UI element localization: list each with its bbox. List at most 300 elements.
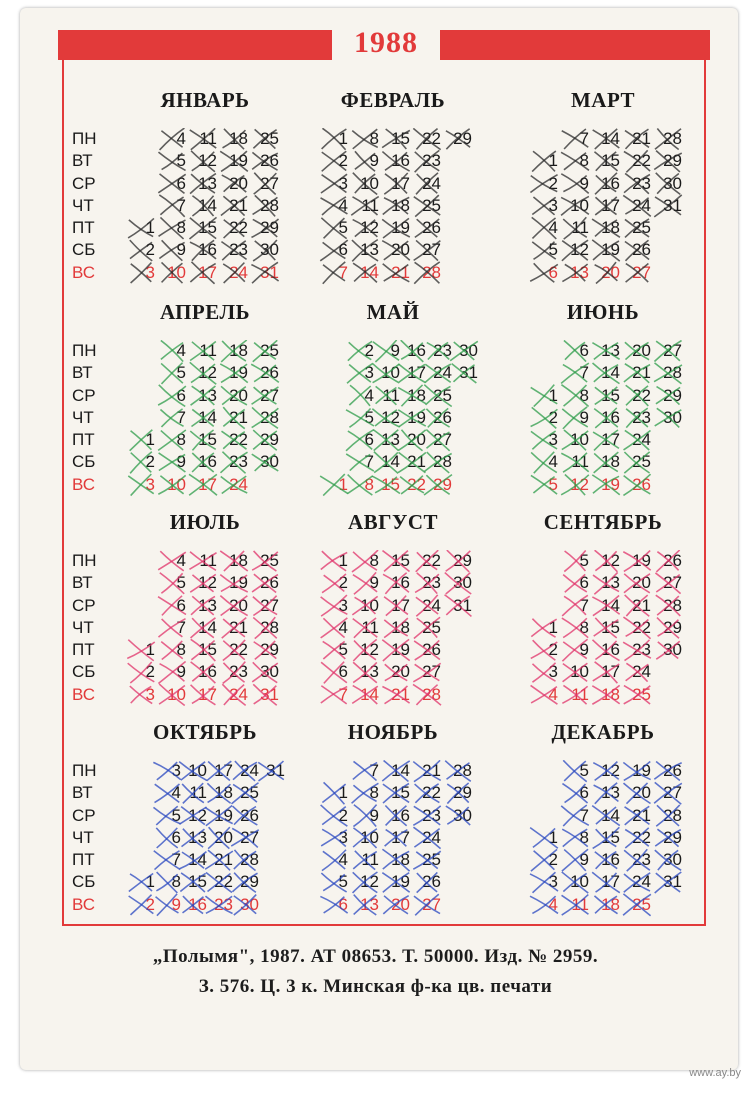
weekday-label: ВС xyxy=(72,474,96,494)
day-number: 3 xyxy=(548,662,558,682)
day-number: 8 xyxy=(176,640,186,660)
day-number: 13 xyxy=(360,240,379,260)
week-column xyxy=(320,550,350,706)
day-number: 26 xyxy=(663,761,682,780)
day-number xyxy=(444,849,474,871)
day-number: 10 xyxy=(167,684,186,704)
day-number: 17 xyxy=(601,872,620,892)
day-number: 16 xyxy=(391,805,410,825)
week-column xyxy=(623,550,653,706)
day-number: 21 xyxy=(229,617,248,637)
day-number: 26 xyxy=(260,573,279,593)
day-number: 19 xyxy=(391,640,410,660)
day-number: 11 xyxy=(382,385,400,405)
week-column xyxy=(592,550,622,706)
day-number: 20 xyxy=(632,783,651,803)
day-number: 4 xyxy=(548,894,558,914)
day-number xyxy=(127,340,157,362)
month-block xyxy=(500,300,706,500)
day-number: 3 xyxy=(338,173,348,193)
day-number xyxy=(127,550,157,572)
day-number xyxy=(127,195,157,217)
day-number: 10 xyxy=(360,827,379,847)
day-number: 1 xyxy=(338,474,348,494)
day-number: 3 xyxy=(338,827,348,847)
day-number: 13 xyxy=(601,341,620,360)
day-number: 25 xyxy=(632,218,651,238)
day-number: 20 xyxy=(632,341,651,360)
day-number: 31 xyxy=(663,872,682,892)
day-number: 8 xyxy=(176,218,186,238)
day-number: 13 xyxy=(601,573,620,593)
day-number: 13 xyxy=(360,894,379,914)
week-column xyxy=(220,340,250,496)
day-number: 15 xyxy=(198,430,217,450)
day-number: 25 xyxy=(422,195,441,215)
day-number: 20 xyxy=(407,430,426,450)
day-number xyxy=(444,217,474,239)
day-number: 6 xyxy=(364,430,374,450)
day-number: 14 xyxy=(198,617,217,637)
day-number: 19 xyxy=(229,573,248,593)
day-number: 15 xyxy=(381,474,400,494)
day-number: 5 xyxy=(338,640,348,660)
day-number: 24 xyxy=(422,173,441,193)
day-number: 2 xyxy=(145,894,155,914)
week-column xyxy=(127,128,157,284)
day-number: 5 xyxy=(176,573,186,593)
day-number: 21 xyxy=(391,262,410,282)
day-number: 2 xyxy=(338,805,348,825)
day-number: 14 xyxy=(360,684,379,704)
week-column xyxy=(320,760,350,916)
weekday-label: СР xyxy=(72,385,96,405)
day-number: 14 xyxy=(601,805,620,825)
week-column xyxy=(561,340,591,496)
day-number: 19 xyxy=(632,761,651,780)
day-number: 12 xyxy=(360,872,379,892)
week-column xyxy=(450,340,480,496)
week-column xyxy=(592,340,622,496)
day-number: 10 xyxy=(360,595,379,615)
weekday-label: ПН xyxy=(72,551,97,570)
day-number: 25 xyxy=(433,385,452,405)
day-number: 31 xyxy=(260,684,279,704)
day-number: 24 xyxy=(229,474,248,494)
day-number xyxy=(444,150,474,172)
day-number: 11 xyxy=(571,684,589,704)
week-column xyxy=(623,340,653,496)
day-number: 27 xyxy=(260,595,279,615)
day-number: 7 xyxy=(176,195,186,215)
imprint-line-1: „Полымя", 1987. АТ 08653. Т. 50000. Изд. № 2959. xyxy=(152,946,599,967)
day-number: 17 xyxy=(407,363,426,383)
day-number: 9 xyxy=(390,341,400,360)
day-number xyxy=(127,173,157,195)
weekday-label: ВС xyxy=(72,894,96,914)
week-column xyxy=(623,128,653,284)
week-column xyxy=(127,340,157,496)
day-number: 23 xyxy=(229,240,248,260)
day-number xyxy=(444,173,474,195)
day-number: 5 xyxy=(176,151,186,171)
day-number: 19 xyxy=(601,474,620,494)
week-column xyxy=(251,340,281,496)
day-number: 28 xyxy=(240,850,259,870)
week-column xyxy=(530,760,560,916)
day-number: 24 xyxy=(632,195,651,215)
day-number: 9 xyxy=(369,573,379,593)
day-number: 17 xyxy=(601,195,620,215)
day-number: 29 xyxy=(663,827,682,847)
day-number xyxy=(450,451,480,473)
day-number xyxy=(257,805,287,827)
week-column xyxy=(251,550,281,706)
day-number: 13 xyxy=(188,827,207,847)
day-number: 9 xyxy=(579,407,589,427)
day-number: 21 xyxy=(632,595,651,615)
day-number: 4 xyxy=(338,617,348,637)
day-number xyxy=(127,128,157,150)
day-number: 16 xyxy=(601,850,620,870)
month-block xyxy=(72,88,278,288)
day-number: 21 xyxy=(632,129,651,148)
day-number: 1 xyxy=(548,827,558,847)
day-number xyxy=(257,782,287,804)
week-column xyxy=(220,550,250,706)
day-number: 28 xyxy=(433,452,452,472)
day-number: 4 xyxy=(548,452,558,472)
day-number: 13 xyxy=(381,430,400,450)
day-number xyxy=(127,572,157,594)
week-column xyxy=(654,340,684,496)
day-number xyxy=(444,195,474,217)
day-number xyxy=(257,894,287,916)
day-number: 21 xyxy=(632,363,651,383)
day-number: 8 xyxy=(369,551,379,570)
day-number: 16 xyxy=(198,240,217,260)
day-number: 24 xyxy=(632,662,651,682)
day-number: 14 xyxy=(601,129,620,148)
day-number: 8 xyxy=(171,872,181,892)
day-number: 17 xyxy=(198,262,217,282)
week-column xyxy=(623,760,653,916)
day-number: 18 xyxy=(229,341,248,360)
day-number: 6 xyxy=(338,662,348,682)
day-number: 10 xyxy=(167,262,186,282)
day-number: 28 xyxy=(663,129,682,148)
day-number: 13 xyxy=(601,783,620,803)
week-column xyxy=(189,340,219,496)
day-number: 30 xyxy=(663,640,682,660)
day-number: 7 xyxy=(176,407,186,427)
day-number: 23 xyxy=(433,341,452,360)
day-number: 2 xyxy=(338,573,348,593)
day-number: 31 xyxy=(663,195,682,215)
month-name: ИЮЛЬ xyxy=(169,510,241,534)
day-number: 27 xyxy=(260,173,279,193)
week-column xyxy=(530,550,560,706)
day-number xyxy=(654,474,684,496)
day-number: 28 xyxy=(422,684,441,704)
weekday-label: СР xyxy=(72,595,96,615)
day-number xyxy=(127,595,157,617)
day-number: 9 xyxy=(171,894,181,914)
day-number: 17 xyxy=(391,595,410,615)
weekday-label: ПН xyxy=(72,129,97,148)
day-number: 20 xyxy=(214,827,233,847)
day-number: 5 xyxy=(338,218,348,238)
day-number: 29 xyxy=(453,551,472,570)
day-number xyxy=(654,684,684,706)
day-number: 16 xyxy=(188,894,207,914)
day-number: 18 xyxy=(601,894,620,914)
day-number: 28 xyxy=(260,407,279,427)
day-number: 2 xyxy=(364,341,374,360)
day-number: 22 xyxy=(229,640,248,660)
weekday-label: СБ xyxy=(72,452,96,472)
weekday-label: ВС xyxy=(72,684,96,704)
day-number: 5 xyxy=(171,805,181,825)
day-number: 15 xyxy=(601,385,620,405)
day-number: 16 xyxy=(407,341,426,360)
day-number: 30 xyxy=(459,341,478,360)
day-number xyxy=(251,474,281,496)
weekday-label: ЧТ xyxy=(72,827,94,847)
day-number: 26 xyxy=(433,407,452,427)
day-number: 7 xyxy=(338,684,348,704)
day-number: 7 xyxy=(176,617,186,637)
day-number: 9 xyxy=(579,640,589,660)
day-number xyxy=(530,340,560,362)
day-number: 22 xyxy=(422,783,441,803)
day-number: 30 xyxy=(260,240,279,260)
day-number: 26 xyxy=(260,363,279,383)
day-number: 6 xyxy=(579,341,589,360)
weekday-label: СБ xyxy=(72,872,96,892)
day-number: 2 xyxy=(145,662,155,682)
day-number: 11 xyxy=(361,850,379,870)
day-number xyxy=(444,617,474,639)
weekday-label: ПТ xyxy=(72,640,95,660)
day-number: 12 xyxy=(381,407,400,427)
day-number: 21 xyxy=(422,761,441,780)
day-number xyxy=(654,239,684,261)
day-number: 19 xyxy=(214,805,233,825)
day-number: 26 xyxy=(240,805,259,825)
month-block xyxy=(500,510,706,710)
month-block xyxy=(72,720,285,920)
day-number: 31 xyxy=(459,363,478,383)
day-number: 28 xyxy=(422,262,441,282)
day-number xyxy=(257,849,287,871)
month-name: ОКТЯБРЬ xyxy=(152,720,258,744)
day-number: 2 xyxy=(145,240,155,260)
weekday-label: ЧТ xyxy=(72,617,94,637)
day-number: 8 xyxy=(579,827,589,847)
week-column xyxy=(654,128,684,284)
day-number: 19 xyxy=(632,551,651,570)
day-number xyxy=(654,894,684,916)
day-number: 8 xyxy=(176,430,186,450)
day-number: 2 xyxy=(548,407,558,427)
day-number: 29 xyxy=(453,783,472,803)
day-number: 30 xyxy=(663,173,682,193)
day-number xyxy=(654,217,684,239)
day-number: 16 xyxy=(601,640,620,660)
day-number: 22 xyxy=(632,827,651,847)
week-column xyxy=(592,760,622,916)
day-number: 20 xyxy=(391,662,410,682)
day-number: 16 xyxy=(391,573,410,593)
day-number: 25 xyxy=(240,783,259,803)
day-number: 29 xyxy=(663,385,682,405)
week-column xyxy=(158,128,188,284)
day-number: 1 xyxy=(548,151,558,171)
day-number: 14 xyxy=(601,595,620,615)
day-number xyxy=(127,407,157,429)
weekday-label: ПН xyxy=(72,341,97,360)
day-number: 30 xyxy=(260,662,279,682)
day-number: 1 xyxy=(145,430,155,450)
day-number: 22 xyxy=(632,151,651,171)
day-number: 28 xyxy=(453,761,472,780)
day-number: 23 xyxy=(422,805,441,825)
day-number: 9 xyxy=(579,173,589,193)
day-number: 14 xyxy=(198,407,217,427)
day-number: 4 xyxy=(176,341,186,360)
day-number: 27 xyxy=(422,662,441,682)
day-number: 3 xyxy=(364,363,374,383)
day-number xyxy=(444,684,474,706)
week-column xyxy=(654,760,684,916)
day-number: 26 xyxy=(422,218,441,238)
day-number: 4 xyxy=(548,684,558,704)
month-block xyxy=(290,720,496,920)
day-number: 8 xyxy=(369,783,379,803)
day-number: 10 xyxy=(570,872,589,892)
day-number: 17 xyxy=(198,474,217,494)
day-number: 18 xyxy=(601,218,620,238)
day-number xyxy=(444,871,474,893)
week-column xyxy=(654,550,684,706)
day-number: 5 xyxy=(176,363,186,383)
weekday-label: ПТ xyxy=(72,218,95,238)
day-number: 7 xyxy=(579,595,589,615)
week-column xyxy=(592,128,622,284)
month-name: ДЕКАБРЬ xyxy=(551,720,655,744)
day-number: 16 xyxy=(601,173,620,193)
day-number: 19 xyxy=(391,872,410,892)
day-number: 21 xyxy=(407,452,426,472)
day-number: 31 xyxy=(260,262,279,282)
day-number: 17 xyxy=(391,827,410,847)
weekday-label: ПН xyxy=(72,761,97,780)
day-number xyxy=(257,871,287,893)
day-number: 7 xyxy=(579,129,589,148)
day-number: 4 xyxy=(364,385,374,405)
day-number: 12 xyxy=(188,805,207,825)
day-number: 6 xyxy=(338,894,348,914)
day-number: 17 xyxy=(198,684,217,704)
week-column xyxy=(127,550,157,706)
day-number: 6 xyxy=(338,240,348,260)
day-number: 3 xyxy=(548,195,558,215)
day-number: 10 xyxy=(570,430,589,450)
day-number: 14 xyxy=(601,363,620,383)
week-column xyxy=(444,550,474,706)
day-number: 23 xyxy=(422,573,441,593)
week-column xyxy=(413,550,443,706)
day-number: 3 xyxy=(145,684,155,704)
day-number: 17 xyxy=(214,761,233,780)
week-column xyxy=(351,550,381,706)
day-number xyxy=(530,572,560,594)
day-number xyxy=(530,782,560,804)
week-column xyxy=(351,760,381,916)
day-number: 15 xyxy=(391,551,410,570)
month-name: АВГУСТ xyxy=(347,510,439,534)
day-number xyxy=(127,617,157,639)
day-number: 15 xyxy=(391,783,410,803)
day-number: 9 xyxy=(176,662,186,682)
day-number: 18 xyxy=(391,850,410,870)
week-column xyxy=(189,128,219,284)
day-number: 13 xyxy=(198,385,217,405)
day-number: 6 xyxy=(176,173,186,193)
day-number: 30 xyxy=(663,850,682,870)
day-number: 10 xyxy=(570,195,589,215)
day-number: 20 xyxy=(391,240,410,260)
day-number: 22 xyxy=(229,218,248,238)
week-column xyxy=(189,550,219,706)
day-number: 12 xyxy=(198,363,217,383)
day-number: 28 xyxy=(663,595,682,615)
day-number: 29 xyxy=(433,474,452,494)
day-number: 25 xyxy=(632,452,651,472)
day-number: 24 xyxy=(229,262,248,282)
day-number: 28 xyxy=(663,805,682,825)
month-block xyxy=(290,510,496,710)
day-number: 17 xyxy=(391,173,410,193)
day-number: 26 xyxy=(422,640,441,660)
day-number: 1 xyxy=(145,872,155,892)
day-number xyxy=(127,362,157,384)
day-number: 16 xyxy=(601,407,620,427)
day-number: 28 xyxy=(260,617,279,637)
day-number: 28 xyxy=(260,195,279,215)
day-number xyxy=(444,239,474,261)
day-number: 20 xyxy=(632,573,651,593)
day-number: 10 xyxy=(570,662,589,682)
month-name: СЕНТЯБРЬ xyxy=(543,510,663,534)
day-number: 12 xyxy=(601,761,620,780)
day-number: 23 xyxy=(229,662,248,682)
day-number: 18 xyxy=(229,129,248,148)
day-number: 5 xyxy=(548,474,558,494)
month-name: АПРЕЛЬ xyxy=(159,300,251,324)
day-number: 14 xyxy=(198,195,217,215)
day-number: 24 xyxy=(632,430,651,450)
day-number: 30 xyxy=(453,805,472,825)
day-number: 5 xyxy=(338,872,348,892)
day-number: 30 xyxy=(663,407,682,427)
day-number: 6 xyxy=(176,385,186,405)
day-number: 14 xyxy=(360,262,379,282)
watermark: www.ay.by xyxy=(689,1067,741,1079)
day-number: 12 xyxy=(360,640,379,660)
week-column xyxy=(251,128,281,284)
